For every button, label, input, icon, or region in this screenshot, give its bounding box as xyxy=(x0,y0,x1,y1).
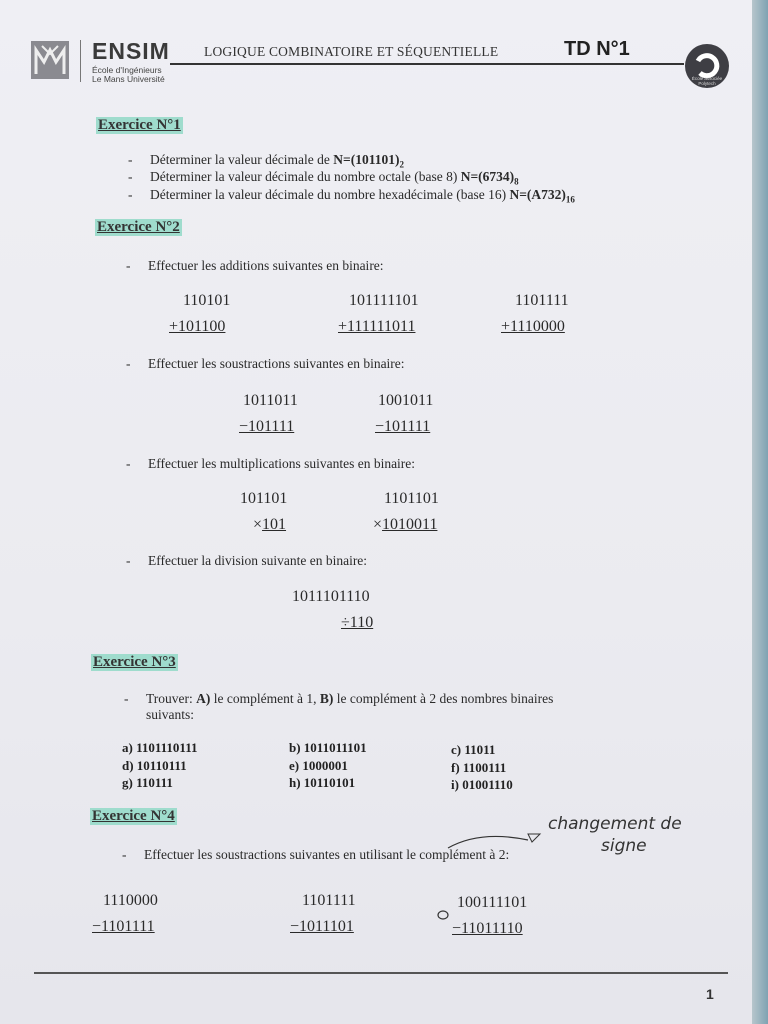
ex2-sub-label-text: Effectuer les soustractions suivantes en binaire: xyxy=(148,356,405,371)
school-line-2: Le Mans Université xyxy=(92,74,165,84)
sub-1-top: 1011011 xyxy=(243,392,298,409)
ex3-value-e: e) 1000001 xyxy=(289,758,348,773)
add-1-bottom: +101100 xyxy=(169,318,226,335)
mul-1-operator: × xyxy=(253,516,263,533)
ex3-value-g: g) 110111 xyxy=(122,775,173,790)
ex4-op-2-bottom: −1011101 xyxy=(290,918,354,935)
ensim-logo-icon xyxy=(30,40,70,80)
add-2-bottom: +111111011 xyxy=(338,318,416,335)
ex3-value-a: a) 1101110111 xyxy=(122,740,198,755)
ex4-op-1-bottom: −1101111 xyxy=(92,918,155,935)
ex2-add-label-text: Effectuer les additions suivantes en binaire: xyxy=(148,258,384,273)
sub-1-bottom: −101111 xyxy=(239,418,295,435)
handwritten-circle-icon xyxy=(436,908,450,922)
ex1-item-3-value: N=(A732) xyxy=(509,187,566,202)
ex4-instruction-text: Effectuer les soustractions suivantes en utilisant le complément à 2: xyxy=(144,847,510,862)
background-edge xyxy=(752,0,768,1024)
ex1-item-1-base: 2 xyxy=(399,159,404,170)
exercise-3-title: Exercice N°3 xyxy=(93,654,176,670)
badge-line-2: Polytech xyxy=(698,81,716,86)
ex3-instr-b: B) xyxy=(319,691,334,706)
handwritten-note-line-2: signe xyxy=(601,836,647,856)
ex4-op-2-top: 1101111 xyxy=(302,892,356,909)
ex1-item-2-text: Déterminer la valeur décimale du nombre octale (base 8) xyxy=(150,169,461,184)
ex3-value-b: b) 1011011101 xyxy=(289,740,367,755)
add-2-top: 101111101 xyxy=(349,292,419,309)
mul-1-bottom xyxy=(253,516,286,534)
header-separator xyxy=(80,40,81,82)
ex1-item-1-text: Déterminer la valeur décimale de xyxy=(150,152,334,167)
mul-2-top: 1101101 xyxy=(384,490,439,507)
mul-2-operator: × xyxy=(373,516,383,533)
badge-line-1: École associée xyxy=(691,76,723,81)
footer-rule xyxy=(34,972,728,974)
exercise-2-title: Exercice N°2 xyxy=(97,219,180,235)
mul-2-value: 1010011 xyxy=(382,516,438,533)
ex2-sub-label: - Effectuer les soustractions suivantes en binaire: xyxy=(126,356,405,371)
mul-1-top: 101101 xyxy=(240,490,288,507)
ex1-item-1: - Déterminer la valeur décimale de $N=(101101)_2$ xyxy=(128,152,404,170)
ex3-instr-post: le complément à 2 des nombres binaires xyxy=(333,691,554,706)
add-3-top: 1101111 xyxy=(515,292,569,309)
add-3-bottom: +1110000 xyxy=(501,318,565,335)
ex1-item-2: - Déterminer la valeur décimale du nombre octale (base 8) $N=(6734)_8$ xyxy=(128,169,519,187)
ex1-item-2-value: N=(6734) xyxy=(460,169,515,184)
school-subtitle xyxy=(92,66,165,84)
exercise-1-title: Exercice N°1 xyxy=(98,117,181,133)
ex3-instr-pre: Trouver: xyxy=(146,691,197,706)
ex3-value-i: i) 01001110 xyxy=(451,777,513,792)
ex2-div-label: - Effectuer la division suivante en binaire: xyxy=(126,553,368,568)
ex2-add-label: - Effectuer les additions suivantes en binaire: xyxy=(126,258,384,273)
page-number: 1 xyxy=(706,986,714,1002)
handwritten-arc-icon xyxy=(440,826,550,854)
school-name: ENSIM xyxy=(92,38,170,64)
ex2-mul-label-text: Effectuer les multiplications suivantes en binaire: xyxy=(148,456,416,471)
exercise-4-title: Exercice N°4 xyxy=(92,808,175,824)
ex4-op-1-top: 1110000 xyxy=(103,892,158,909)
ex2-div-label-text: Effectuer la division suivante en binaire: xyxy=(148,553,368,568)
mul-1-value: 101 xyxy=(262,516,287,533)
ex3-value-d: d) 10110111 xyxy=(122,758,187,773)
ex3-value-h: h) 10110101 xyxy=(289,775,356,790)
ex4-instruction: - Effectuer les soustractions suivantes en utilisant le complément à 2: xyxy=(122,847,510,862)
ex4-op-3-top: 100111101 xyxy=(457,894,528,911)
ex3-instruction: - Trouver: A) le complément à 1, B) le complément à 2 des nombres binaires xyxy=(124,691,554,706)
div-top: 1011101110 xyxy=(292,588,370,605)
ex1-item-3-base: 16 xyxy=(565,194,575,205)
handwritten-note-line-1: changement de xyxy=(548,814,682,834)
course-title: LOGIQUE COMBINATOIRE ET SÉQUENTIELLE xyxy=(204,44,499,59)
add-1-top: 110101 xyxy=(183,292,231,309)
ex1-item-1-value: N=(101101) xyxy=(333,152,400,167)
badge-caption xyxy=(684,76,730,86)
div-bottom: ÷110 xyxy=(341,614,374,631)
header-rule xyxy=(170,63,684,65)
ex3-value-c: c) 11011 xyxy=(451,742,496,757)
ex1-item-2-base: 8 xyxy=(514,176,519,187)
ex3-value-f: f) 1100111 xyxy=(451,760,507,775)
mul-2-bottom xyxy=(373,516,437,534)
ex1-item-3: - Déterminer la valeur décimale du nombre hexadécimale (base 16) $N=(A732)_{16}$ xyxy=(128,187,575,205)
sub-2-top: 1001011 xyxy=(378,392,434,409)
ex1-item-3-text: Déterminer la valeur décimale du nombre hexadécimale (base 16) xyxy=(150,187,510,202)
ex4-op-3-bottom: −11011110 xyxy=(452,920,523,937)
ex3-instr-mid: le complément à 1, xyxy=(210,691,320,706)
ex3-instr-a: A) xyxy=(196,691,211,706)
sub-2-bottom: −101111 xyxy=(375,418,431,435)
ex3-instruction-line-2: suivants: xyxy=(146,707,195,722)
ex2-mul-label: - Effectuer les multiplications suivantes en binaire: xyxy=(126,456,416,471)
school-line-1: École d'Ingénieurs xyxy=(92,65,162,75)
td-number: TD N°1 xyxy=(564,38,630,60)
